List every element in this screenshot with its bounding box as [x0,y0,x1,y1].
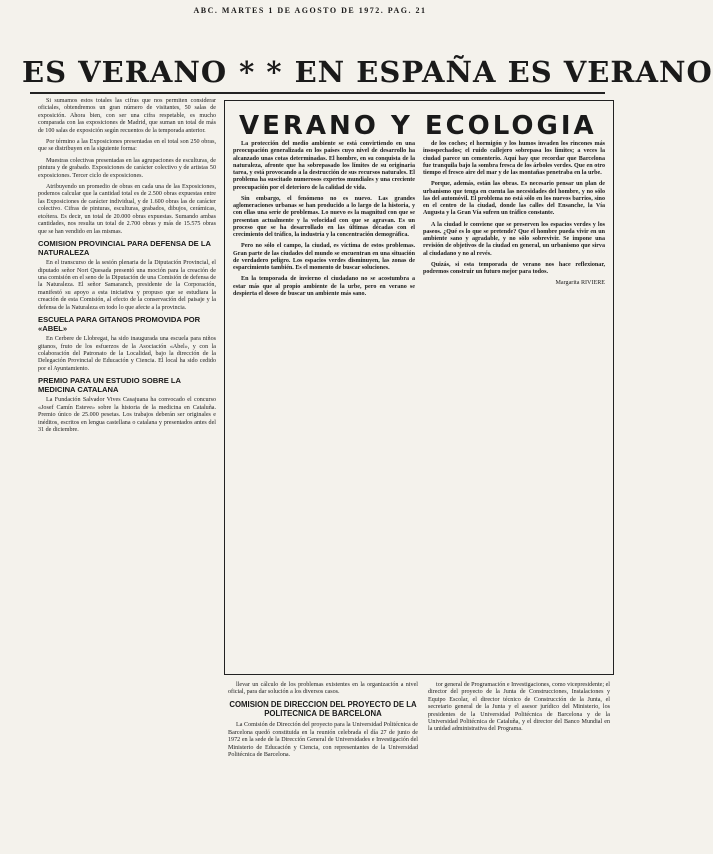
subheading-comision-naturaleza: COMISION PROVINCIAL PARA DEFENSA DE LA NATURALEZA [38,238,211,257]
feature-column-left [233,141,415,669]
feature-title: VERANO Y ECOLOGIA [239,111,597,141]
feature-paragraph: A la ciudad le conviene que se preserven los espacios verdes y los paseos. ¿Qué es lo que se pretende? Que el hombre pueda vivir en un ambiente sano y agradable, y no sólo sobrevivir. Se impone una revisión de objetivos de la ciudad en general, un urbanismo que sirva al ciudadano y no al revés. [423,221,605,257]
feature-column-right [423,141,605,669]
left-paragraph: En el transcurso de la sesión plenaria de la Diputación Provincial, el diputado señor Nort Quesada presentó una moción para la creación de una comisión en el seno de la Diputación de una Comisión de defensa de la Naturaleza. El señor Samaranch, presidente de la Corporación, manifestó su apoyo a esta iniciativa y propuso que se estudiara la creación de esta Comisión, al efecto de la conservación del paisaje y la defensa de la Naturaleza en todo lo que afecte a la provincia. [38,260,216,311]
subheading-premio-medicina: PREMIO PARA UN ESTUDIO SOBRE LA MEDICINA CATALANA [38,376,181,394]
page-header: ABC. MARTES 1 DE AGOSTO DE 1972. PAG. 21 [193,6,427,15]
article-continued-body: tor general de Programación e Investigaciones, como vicepresidente; el director del proyecto de la Junta de Construcciones, Instalaciones y Equipo Escolar, el director técnico de Construcción de la Junta, el secretario general de la Junta y el asesor jurídico del Ministerio, los presidentes de la Universidad Politécnica de Barcelona y de la Universidad Politécnica de Cataluña, y el director del Banco Mundial en la unidad administrativa del Programa. [428,682,610,733]
left-column [38,98,216,848]
left-paragraph: Atribuyendo un promedio de obras en cada una de las Exposiciones, podemos calcular que la cantidad total es de 2.500 obras expuestas entre las Exposiciones de carácter individual, y de 1.600 obras las de carácter colectivo. Cifras de pinturas, esculturas, grabados, dibujos, cerámicas, etcétera. Es decir, un total de 20.000 obras expuestas. Sumando ambas cantidades, nos resulta un total de 2.700 obras y más de 15.575 obras que se han vendido en las mismas. [38,184,216,235]
article-politecnica [228,682,418,850]
article-politecnica-continued [428,682,610,850]
feature-paragraph: En la temporada de invierno el ciudadano no se acostumbra a estar más que al propio ambiente de la urbe, pero en verano se despierta el deseo de buscar un ambiente más sano. [233,276,415,297]
intro-paragraph: llevar un cálculo de los problemas existentes en la organización a nivel oficial, para dar solución a los diversos casos. [228,682,418,696]
left-paragraph: La Fundación Salvador Vives Casajuana ha convocado el concurso «Josef Camín Esteve» sobre la historia de la medicina en Cataluña. Premio único de 25.000 pesetas. Los trabajos deberán ser originales e inéditos, escritos en lengua castellana o catalana y presentados antes del 31 de diciembre. [38,397,216,433]
article-politecnica-title: COMISION DE DIRECCION DEL PROYECTO DE LA POLITECNICA DE BARCELONA [229,699,417,718]
subheading-escuela-gitanos: ESCUELA PARA GITANOS PROMOVIDA POR «ABEL» [38,314,201,333]
left-paragraph: Por término a las Exposiciones presentadas en el total son 250 obras, que se distribuyen en la siguiente forma: [38,139,216,153]
headline-rule [30,92,605,94]
headline-right: EN ESPAÑA ES VERANO [294,55,713,89]
feature-paragraph: Sin embargo, el fenómeno no es nuevo. Las grandes aglomeraciones urbanas se han producido a lo largo de la historia, y con ellas una serie de problemas. Lo nuevo es la magnitud con que se presentan actualmente y la velocidad con que se agravan. Es un proceso que se ha desarrollado en las últimas décadas con el crecimiento del tráfico, la industria y la concentración demográfica. [233,195,415,238]
article-politecnica-body: La Comisión de Dirección del proyecto para la Universidad Politécnica de Barcelona quedó constituida en la reunión celebrada el día 27 de junio de 1972 en la sede de la Dirección General de Universidades e Investigación del Ministerio de Educación y Ciencia, con representantes de la Universidad Politécnica de Barcelona. [228,722,418,759]
headline-asterisks: * * [239,55,283,89]
feature-byline: Margarita RIVIERE [555,280,605,287]
feature-paragraph: La protección del medio ambiente se está convirtiendo en una preocupación generalizada en los países cuyo nivel de desarrollo ha alcanzado unas cotas determinadas. El hombre, en su conquista de la naturaleza, afronte que ha sobrepasado los límites de su originaria tarea, y está provocando a la destrucción de sus recursos naturales. El problema ha suscitado numerosos expertos mundiales y una creciente preocupación por el deterioro de la calidad de vida. [233,141,415,191]
feature-box-verano-ecologia [224,100,614,675]
left-paragraph: Muestras colectivas presentadas en las agrupaciones de esculturas, de pintura y de grabado. Exposiciones de carácter colectivo y de artistas 50 exposiciones. Tercer ciclo de exposiciones. [38,157,216,179]
feature-paragraph: Pero no sólo el campo, la ciudad, es víctima de estos problemas. Gran parte de las ciudades del mundo se encuentran en una situación de verdadero peligro. Los espacios verdes disminuyen, las zonas de esparcimiento también. Es el momento de buscar soluciones. [233,243,415,271]
feature-paragraph: Quizás, si esta temporada de verano nos hace reflexionar, podremos construir un futuro mejor para todos. [423,261,605,275]
feature-paragraph: Porque, además, están las obras. Es necesario pensar un plan de urbanismo que tenga en cuenta las necesidades del hombre, y no sólo las del automóvil. El problema no está sólo en los nuevos barrios, sino en el centro de la ciudad, donde las calles del Ensanche, la Vía Augusta y la Gran Vía sufren un tráfico constante. [423,181,605,217]
left-paragraph: Si sumamos estos totales las cifras que nos permiten considerar oficiales, obtendremos un gran número de visitantes, 50 salas de exposición. Ahora bien, con ser una cifra respetable, es mucho comparada con las exposiciones de Madrid, que suman un total de más de 100 salas de exposición según recuentos de la temporada anterior. [38,98,216,134]
feature-paragraph: de los coches; el hormigón y los humos invaden los rincones más insospechados; el ruido callejero sobrepasa los límites; a veces la ciudad parece un cementerio. Aquí hay que recordar que Barcelona fue tranquila bajo la sombra fresca de los árboles verdes. Que en otro tiempo el fresco aire del mar y de las montañas penetraba en la urbe. [423,141,605,176]
headline [22,55,713,89]
left-paragraph: En Cerbere de Llobregat, ha sido inaugurada una escuela para niños gitanos, fruto de los esfuerzos de la Asociación «Abel», y con la colaboración del Patronato de la Localidad, bajo la dirección de la Delegación Provincial de Educación y Ciencia. El local ha sido cedido por el Ayuntamiento. [38,336,216,372]
headline-left: ES VERANO [22,55,228,89]
